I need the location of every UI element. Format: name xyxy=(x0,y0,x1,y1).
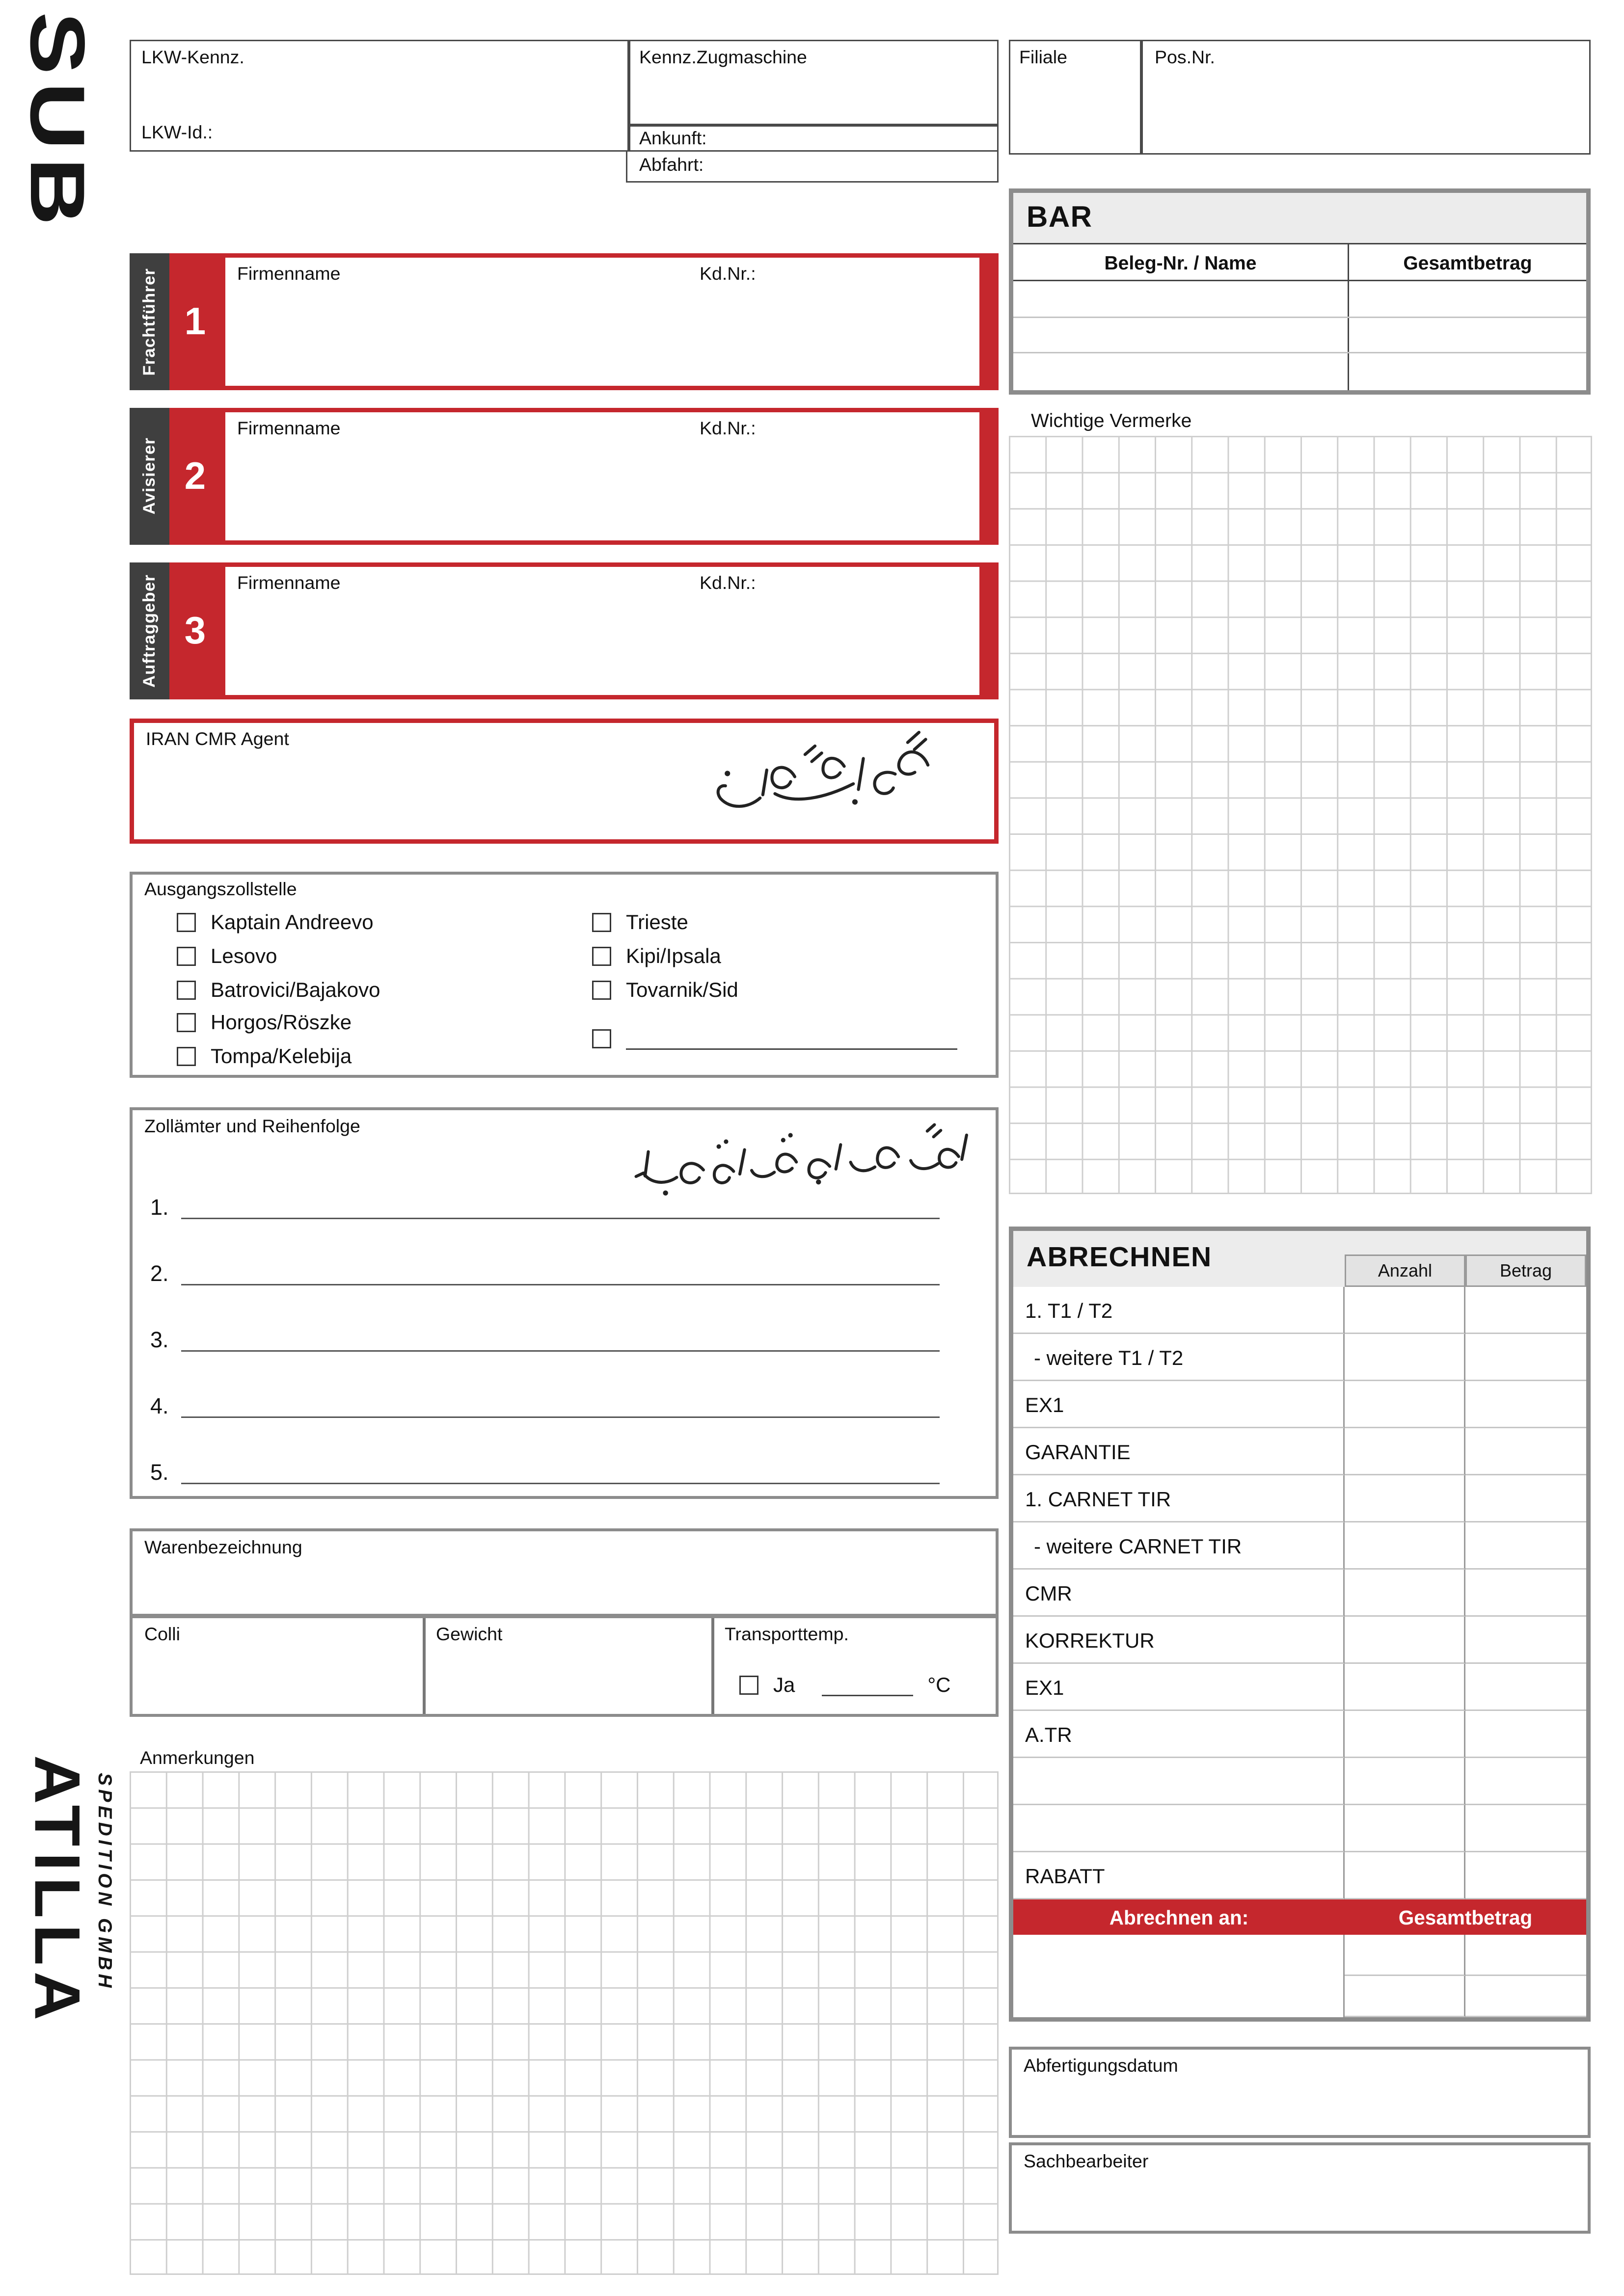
exit-option xyxy=(592,978,738,1001)
vermerke-label: Wichtige Vermerke xyxy=(1031,409,1192,431)
abrechnen-row xyxy=(1013,1522,1586,1570)
abrechnen-settle-row xyxy=(1013,1899,1586,1935)
red-edge-bar xyxy=(984,408,999,545)
abrechnen-row-label xyxy=(1013,1805,1345,1852)
party-fields[interactable] xyxy=(221,562,984,699)
bar-col-name: Beleg-Nr. / Name xyxy=(1013,244,1349,280)
betrag-column-header: Betrag xyxy=(1465,1255,1586,1287)
abrechnen-row-label: A.TR xyxy=(1013,1711,1345,1758)
anzahl-cell[interactable] xyxy=(1345,1522,1465,1570)
checkbox-label: Trieste xyxy=(626,910,688,934)
checkbox-icon[interactable] xyxy=(177,946,196,965)
exit-option xyxy=(177,978,380,1001)
zollaemter-box xyxy=(130,1107,999,1499)
settle-to-label: Abrechnen an: xyxy=(1109,1906,1249,1928)
iran-cmr-agent-box[interactable] xyxy=(130,719,999,844)
betrag-cell[interactable] xyxy=(1465,1976,1586,2017)
anzahl-cell[interactable] xyxy=(1345,1570,1465,1617)
abrechnen-row xyxy=(1013,1852,1586,1899)
bar-title: BAR xyxy=(1013,193,1586,243)
firmenname-label: Firmenname xyxy=(237,264,341,284)
role-label: Avisierer xyxy=(140,437,159,515)
betrag-cell[interactable] xyxy=(1465,1381,1586,1428)
anzahl-cell[interactable] xyxy=(1345,1287,1465,1334)
abrechnen-table xyxy=(1009,1227,1591,2022)
warenbezeichnung-box[interactable] xyxy=(130,1528,999,1617)
kdnr-label: Kd.Nr.: xyxy=(700,264,756,284)
abfahrt-label: Abfahrt: xyxy=(639,155,704,175)
abrechnen-row xyxy=(1013,1976,1586,2017)
abrechnen-row-label: CMR xyxy=(1013,1570,1345,1617)
abrechnen-row-label: EX1 xyxy=(1013,1664,1345,1711)
red-edge-bar xyxy=(984,253,999,390)
anmerkungen-grid[interactable] xyxy=(130,1771,999,2275)
betrag-cell[interactable] xyxy=(1465,1475,1586,1522)
abrechnen-row-label: - weitere T1 / T2 xyxy=(1013,1334,1345,1381)
checkbox-icon[interactable] xyxy=(177,1013,196,1032)
betrag-cell[interactable] xyxy=(1465,1711,1586,1758)
line-field[interactable] xyxy=(181,1252,940,1285)
betrag-cell[interactable] xyxy=(1465,1617,1586,1664)
anzahl-cell[interactable] xyxy=(1345,1805,1465,1852)
anzahl-cell[interactable] xyxy=(1345,1428,1465,1475)
abrechnen-row xyxy=(1013,1428,1586,1475)
temp-value-field[interactable] xyxy=(821,1674,913,1696)
exit-option xyxy=(177,910,374,934)
checkbox-icon[interactable] xyxy=(592,946,611,965)
abrechnen-row xyxy=(1013,1935,1586,1976)
exit-option xyxy=(592,944,721,967)
ausgangszollstelle-box xyxy=(130,872,999,1078)
divider xyxy=(423,1618,425,1714)
party-block-frachtfuehrer xyxy=(130,253,999,390)
bar-name-cell[interactable] xyxy=(1013,281,1349,316)
checkbox-label: Tompa/Kelebija xyxy=(211,1044,352,1068)
anzahl-cell[interactable] xyxy=(1345,1475,1465,1522)
temp-ja-option xyxy=(739,1673,951,1696)
divider xyxy=(627,41,630,150)
checkbox-icon[interactable] xyxy=(177,980,196,999)
persian-handwriting xyxy=(698,724,947,836)
anzahl-cell[interactable] xyxy=(1345,1976,1465,2017)
abrechnen-row-label: RABATT xyxy=(1013,1852,1345,1899)
role-strip xyxy=(130,253,169,390)
exit-option xyxy=(592,910,688,934)
line-number: 3. xyxy=(150,1328,169,1353)
abrechnen-row xyxy=(1013,1381,1586,1428)
brand-tagline: SPEDITION GMBH xyxy=(94,1773,116,1992)
abrechnen-row xyxy=(1013,1758,1586,1805)
bar-amount-cell[interactable] xyxy=(1349,281,1586,316)
firmenname-label: Firmenname xyxy=(237,573,341,593)
brand-sub: SUB xyxy=(14,12,101,233)
line-field[interactable] xyxy=(181,1318,940,1352)
betrag-cell[interactable] xyxy=(1465,1852,1586,1899)
checkbox-label: Lesovo xyxy=(211,944,277,967)
customs-order-line xyxy=(150,1452,940,1484)
abrechnen-row-label: - weitere CARNET TIR xyxy=(1013,1522,1345,1570)
filiale-label: Filiale xyxy=(1019,47,1067,68)
ausgangszollstelle-label: Ausgangszollstelle xyxy=(144,879,297,900)
line-field[interactable] xyxy=(181,1384,940,1418)
checkbox-icon[interactable] xyxy=(592,1029,611,1048)
other-exit-field[interactable] xyxy=(626,1028,957,1050)
divider xyxy=(627,124,997,126)
zollaemter-label: Zollämter und Reihenfolge xyxy=(144,1116,360,1137)
line-field[interactable] xyxy=(181,1185,940,1219)
abrechnen-row-label: 1. CARNET TIR xyxy=(1013,1475,1345,1522)
abrechnen-row-label: EX1 xyxy=(1013,1381,1345,1428)
exit-option xyxy=(177,1044,352,1068)
betrag-cell[interactable] xyxy=(1465,1758,1586,1805)
exit-option-other xyxy=(592,1028,957,1050)
exit-option xyxy=(177,1010,352,1034)
party-fields[interactable] xyxy=(221,408,984,545)
bar-row xyxy=(1013,318,1586,354)
checkbox-icon[interactable] xyxy=(739,1675,758,1694)
checkbox-icon[interactable] xyxy=(592,980,611,999)
line-field[interactable] xyxy=(181,1450,940,1484)
exit-option xyxy=(177,944,277,967)
bar-col-amount: Gesamtbetrag xyxy=(1403,251,1532,273)
customs-order-line xyxy=(150,1187,940,1219)
branch-box[interactable] xyxy=(1009,40,1591,155)
betrag-cell[interactable] xyxy=(1465,1805,1586,1852)
line-number: 5. xyxy=(150,1461,169,1486)
party-number: 3 xyxy=(169,562,221,699)
checkbox-icon[interactable] xyxy=(177,1046,196,1066)
ankunft-label: Ankunft: xyxy=(639,128,707,149)
sachbearbeiter-label: Sachbearbeiter xyxy=(1024,2151,1149,2172)
bar-name-cell[interactable] xyxy=(1013,318,1349,352)
abrechnen-row-label xyxy=(1013,1758,1345,1805)
abrechnen-title: ABRECHNEN xyxy=(1027,1243,1212,1274)
line-number: 1. xyxy=(150,1196,169,1221)
pos-nr-label: Pos.Nr. xyxy=(1155,47,1215,68)
anzahl-cell[interactable] xyxy=(1345,1935,1465,1976)
party-number: 2 xyxy=(169,408,221,545)
anzahl-cell[interactable] xyxy=(1345,1664,1465,1711)
abrechnen-row-label: KORREKTUR xyxy=(1013,1617,1345,1664)
checkbox-icon[interactable] xyxy=(177,912,196,932)
abfahrt-box[interactable] xyxy=(626,150,999,183)
bar-row xyxy=(1013,281,1586,318)
anzahl-cell[interactable] xyxy=(1345,1617,1465,1664)
betrag-cell[interactable] xyxy=(1465,1287,1586,1334)
checkbox-label: Batrovici/Bajakovo xyxy=(211,978,380,1001)
checkbox-label: Tovarnik/Sid xyxy=(626,978,738,1001)
party-block-auftraggeber xyxy=(130,562,999,699)
abrechnen-row xyxy=(1013,1287,1586,1334)
iran-cmr-agent-label: IRAN CMR Agent xyxy=(146,729,289,749)
transporttemp-label: Transporttemp. xyxy=(725,1624,849,1645)
anmerkungen-label: Anmerkungen xyxy=(140,1748,255,1768)
abrechnen-row xyxy=(1013,1334,1586,1381)
measures-box xyxy=(130,1615,999,1717)
anzahl-cell[interactable] xyxy=(1345,1334,1465,1381)
betrag-cell[interactable] xyxy=(1465,1664,1586,1711)
anzahl-cell[interactable] xyxy=(1345,1852,1465,1899)
line-number: 4. xyxy=(150,1394,169,1419)
divider xyxy=(1140,41,1142,153)
role-label: Frachtführer xyxy=(140,267,159,376)
checkbox-label: Kipi/Ipsala xyxy=(626,944,721,967)
ja-label: Ja xyxy=(773,1673,795,1696)
bar-amount-cell[interactable] xyxy=(1349,353,1586,390)
kdnr-label: Kd.Nr.: xyxy=(700,418,756,439)
anzahl-cell[interactable] xyxy=(1345,1758,1465,1805)
bar-header-row xyxy=(1013,243,1586,281)
bar-amount-cell[interactable] xyxy=(1349,318,1586,352)
divider xyxy=(711,1618,714,1714)
abrechnen-row-label: GARANTIE xyxy=(1013,1428,1345,1475)
sachbearbeiter-box[interactable] xyxy=(1009,2142,1591,2234)
abrechnen-row xyxy=(1013,1711,1586,1758)
customs-order-line xyxy=(150,1386,940,1418)
anzahl-cell[interactable] xyxy=(1345,1711,1465,1758)
betrag-cell[interactable] xyxy=(1465,1334,1586,1381)
vermerke-grid[interactable] xyxy=(1009,436,1592,1194)
abrechnen-row xyxy=(1013,1570,1586,1617)
abfertigungsdatum-label: Abfertigungsdatum xyxy=(1024,2056,1178,2076)
brand-name: ATILLA xyxy=(21,1755,94,2027)
bar-row xyxy=(1013,353,1586,390)
lkw-kennz-label: LKW-Kennz. xyxy=(141,47,244,68)
truck-header-box[interactable] xyxy=(130,40,999,152)
kdnr-label: Kd.Nr.: xyxy=(700,573,756,593)
anzahl-column-header: Anzahl xyxy=(1345,1255,1465,1287)
customs-order-line xyxy=(150,1319,940,1352)
abrechnen-header xyxy=(1013,1231,1586,1287)
role-strip xyxy=(130,562,169,699)
party-number: 1 xyxy=(169,253,221,390)
warenbezeichnung-label: Warenbezeichnung xyxy=(144,1537,302,1558)
party-fields[interactable] xyxy=(221,253,984,390)
bar-table xyxy=(1009,188,1591,395)
red-edge-bar xyxy=(984,562,999,699)
kennz-zugmaschine-label: Kennz.Zugmaschine xyxy=(639,47,807,68)
customs-order-line xyxy=(150,1253,940,1285)
colli-label: Colli xyxy=(144,1624,180,1645)
bar-name-cell[interactable] xyxy=(1013,353,1349,390)
checkbox-icon[interactable] xyxy=(592,912,611,932)
role-label: Auftraggeber xyxy=(140,574,159,688)
total-label: Gesamtbetrag xyxy=(1398,1906,1533,1928)
abfertigungsdatum-box[interactable] xyxy=(1009,2047,1591,2138)
checkbox-label: Horgos/Röszke xyxy=(211,1010,352,1034)
celsius-label: °C xyxy=(927,1673,951,1696)
abrechnen-row xyxy=(1013,1664,1586,1711)
lkw-id-label: LKW-Id.: xyxy=(141,122,213,143)
abrechnen-row xyxy=(1013,1805,1586,1852)
party-block-avisierer xyxy=(130,408,999,545)
abrechnen-row xyxy=(1013,1617,1586,1664)
abrechnen-row xyxy=(1013,1475,1586,1522)
betrag-cell[interactable] xyxy=(1465,1570,1586,1617)
abrechnen-row-label: 1. T1 / T2 xyxy=(1013,1287,1345,1334)
betrag-cell[interactable] xyxy=(1465,1428,1586,1475)
betrag-cell[interactable] xyxy=(1465,1522,1586,1570)
anzahl-cell[interactable] xyxy=(1345,1381,1465,1428)
abrechnen-row-label xyxy=(1013,1935,1345,1976)
role-strip xyxy=(130,408,169,545)
gewicht-label: Gewicht xyxy=(436,1624,503,1645)
line-number: 2. xyxy=(150,1262,169,1287)
checkbox-label: Kaptain Andreevo xyxy=(211,910,374,934)
firmenname-label: Firmenname xyxy=(237,418,341,439)
abrechnen-row-label xyxy=(1013,1976,1345,2017)
betrag-cell[interactable] xyxy=(1465,1935,1586,1976)
